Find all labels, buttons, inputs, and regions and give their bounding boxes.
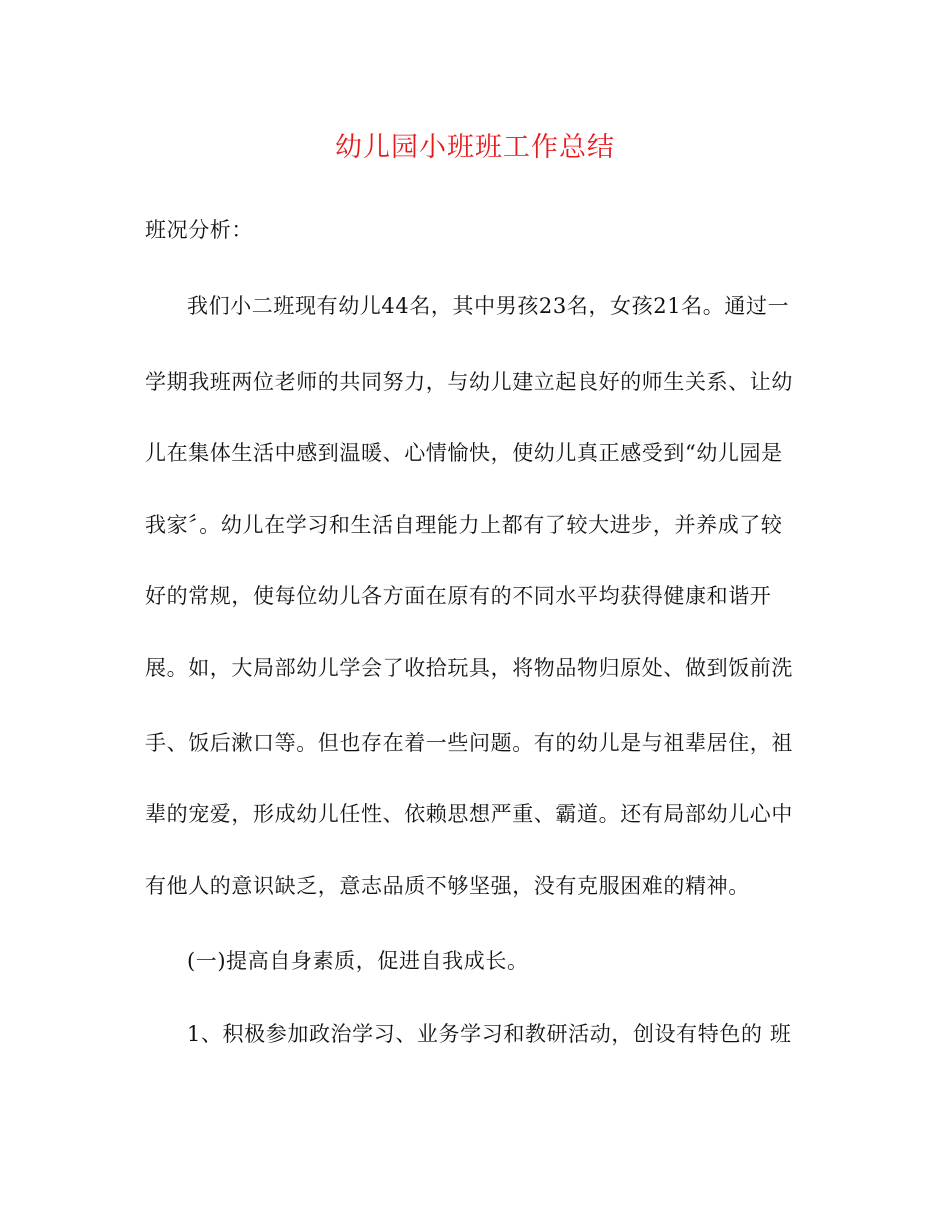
- paragraph-line: 我家〞。幼儿在学习和生活自理能力上都有了较大进步，并养成了较: [145, 513, 783, 537]
- paragraph-line: 我们小二班现有幼儿44名，其中男孩23名，女孩21名。通过一: [187, 294, 790, 318]
- subsection-heading: (一)提高自身素质，促进自我成长。: [187, 949, 529, 973]
- paragraph-line: 辈的宠爱，形成幼儿任性、依赖思想严重、霸道。还有局部幼儿心中: [145, 802, 793, 826]
- paragraph-line: 有他人的意识缺乏，意志品质不够坚强，没有克服困难的精神。: [145, 874, 750, 898]
- paragraph-line: 儿在集体生活中感到温暖、心情愉快，使幼儿真正感受到“幼儿园是: [145, 441, 783, 465]
- paragraph-line: 好的常规，使每位幼儿各方面在原有的不同水平均获得健康和谐开: [145, 584, 772, 608]
- paragraph-line: 学期我班两位老师的共同努力，与幼儿建立起良好的师生关系、让幼: [145, 370, 793, 394]
- section-heading: 班况分析：: [145, 218, 253, 242]
- document-title: 幼儿园小班班工作总结: [335, 132, 615, 163]
- paragraph-line: 展。如，大局部幼儿学会了收拾玩具，将物品物归原处、做到饭前洗: [145, 656, 793, 680]
- list-item-1: 1、积极参加政治学习、业务学习和教研活动，创设有特色的 班: [187, 1022, 792, 1046]
- paragraph-line: 手、饭后漱口等。但也存在着一些问题。有的幼儿是与祖辈居住，祖: [145, 731, 793, 755]
